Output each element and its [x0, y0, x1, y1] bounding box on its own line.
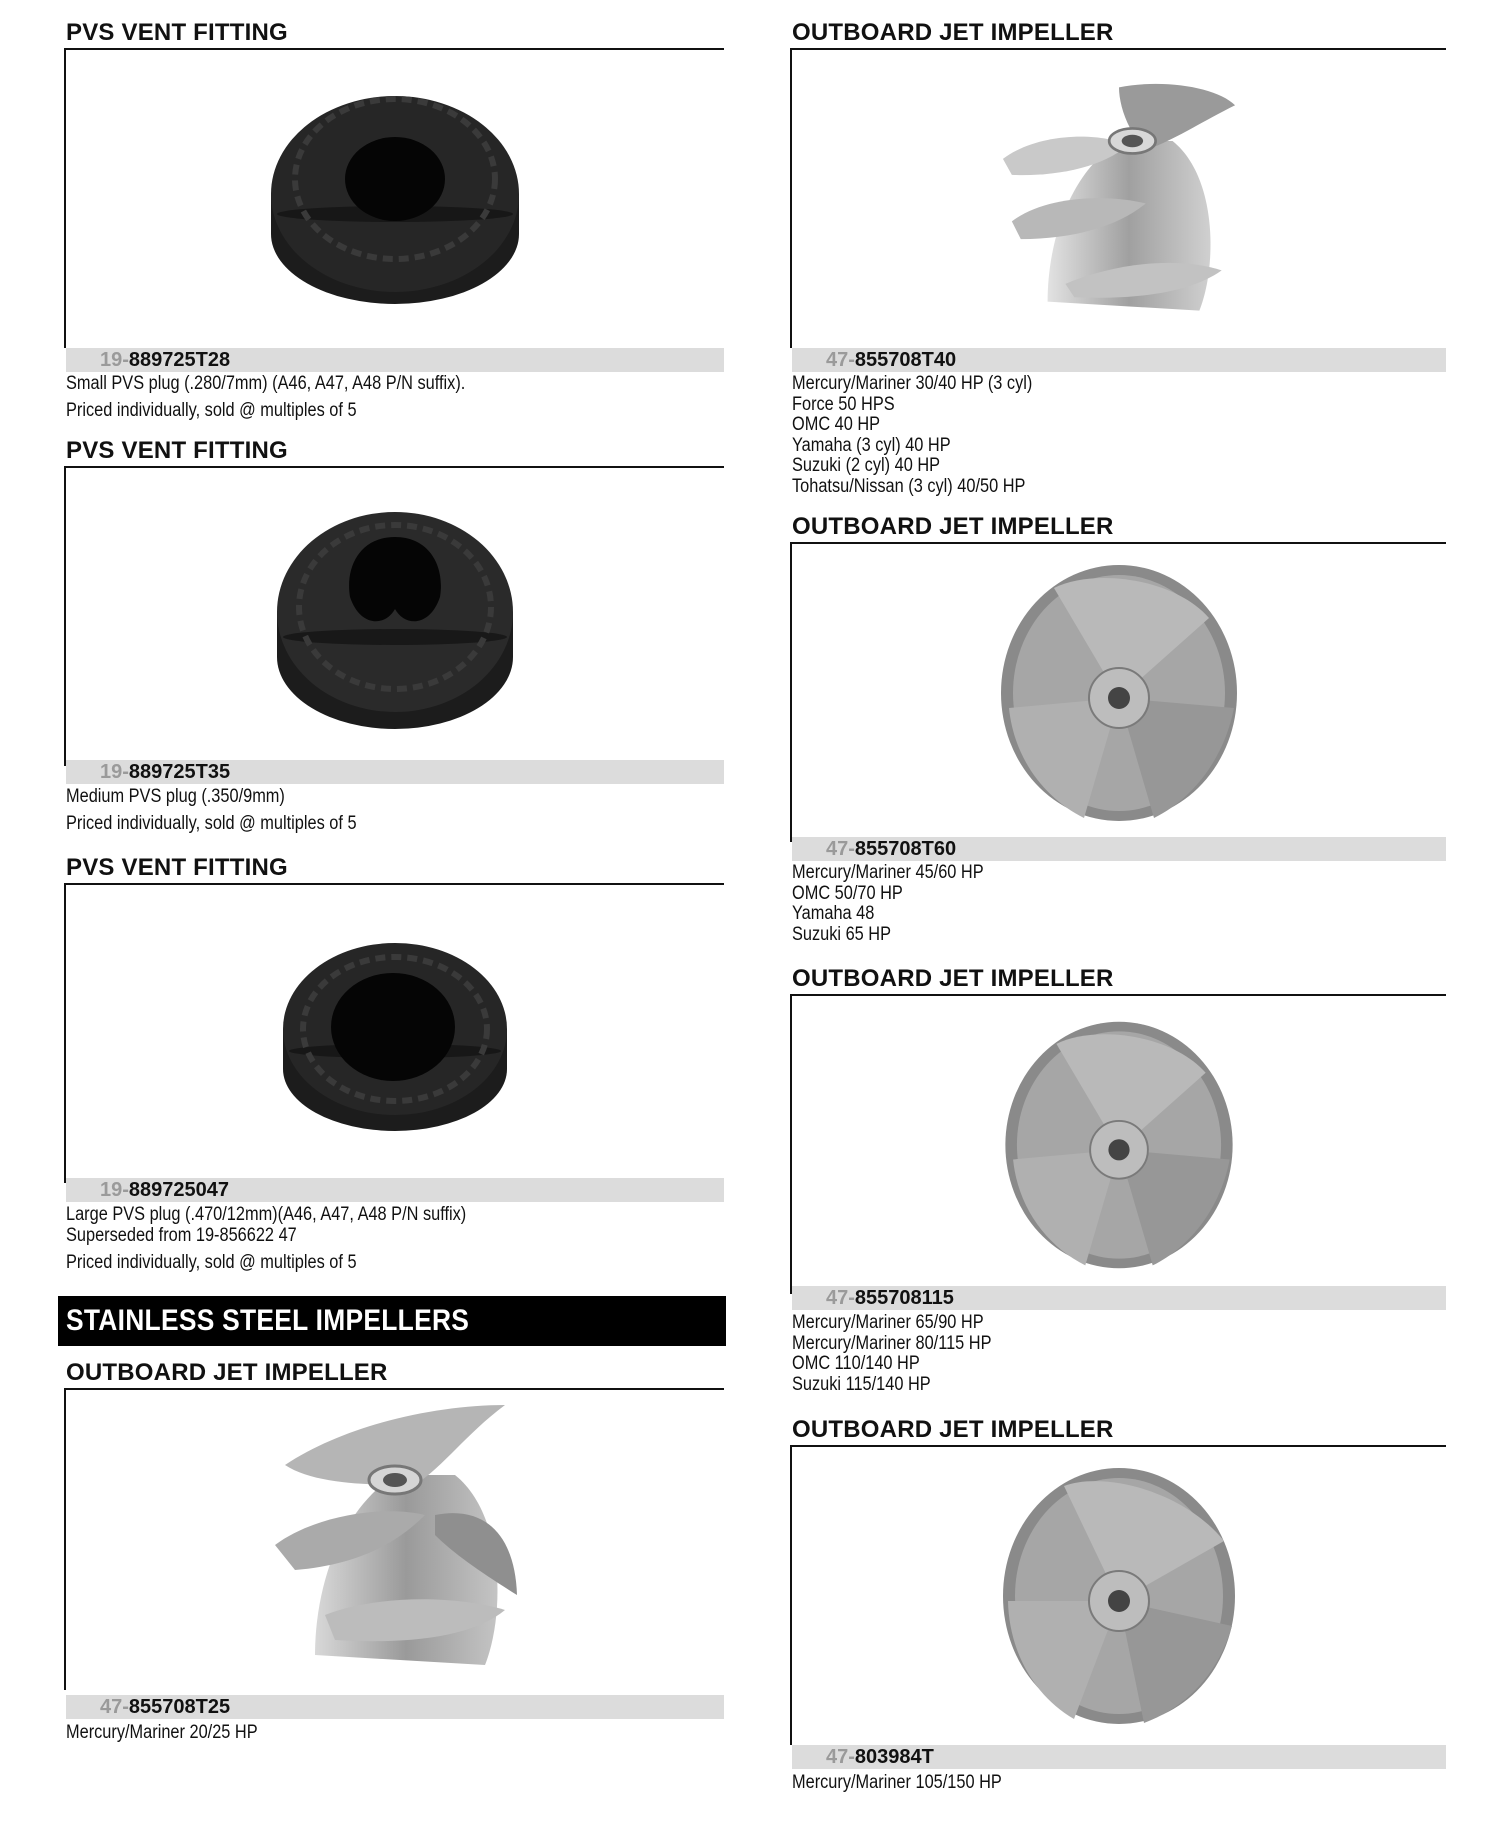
part-number: 855708T40: [854, 349, 957, 371]
jet-impeller-front-icon: [994, 1461, 1244, 1731]
part-number: 889725047: [128, 1179, 230, 1201]
part-number-bar: 47-855708T60: [792, 837, 1446, 861]
product-photo: [790, 994, 1446, 1294]
item-title: PVS VENT FITTING: [66, 854, 288, 881]
jet-impeller-icon: [994, 69, 1244, 329]
pvs-plug-medium-icon: [270, 497, 520, 737]
part-number: 855708T60: [854, 838, 957, 860]
catalog-item-impeller-t40: [790, 18, 1446, 498]
product-photo: [64, 883, 724, 1183]
part-number: 889725T28: [128, 349, 231, 371]
catalog-item-impeller-t60: [790, 512, 1446, 952]
product-photo: [64, 466, 724, 766]
product-photo: [790, 542, 1446, 842]
item-title: PVS VENT FITTING: [66, 437, 288, 464]
jet-impeller-front-icon: [994, 1015, 1244, 1275]
part-number-bar: 19-889725T35: [66, 760, 724, 784]
part-number: 803984T: [854, 1746, 934, 1768]
item-description: Large PVS plug (.470/12mm)(A46, A47, A48 P/N suffix) Superseded from 19-856622 47 Priced individually, sold @ multiples of 5: [66, 1204, 467, 1273]
jet-impeller-icon: [255, 1395, 535, 1685]
catalog-item-pvs-large: [64, 853, 724, 1273]
part-number: 855708T25: [128, 1696, 231, 1718]
item-description: Mercury/Mariner 20/25 HP: [66, 1722, 258, 1743]
part-number-bar: 19-889725T28: [66, 348, 724, 372]
item-title: OUTBOARD JET IMPELLER: [792, 1416, 1114, 1443]
catalog-item-pvs-small: [64, 18, 724, 421]
pvs-plug-large-icon: [275, 929, 515, 1139]
item-title: OUTBOARD JET IMPELLER: [792, 513, 1114, 540]
part-number-bar: 19-889725047: [66, 1178, 724, 1202]
product-photo: [790, 1445, 1446, 1745]
item-description: Small PVS plug (.280/7mm) (A46, A47, A48 P/N suffix). Priced individually, sold @ multiples of 5: [66, 373, 466, 421]
part-number-bar: 47-855708115: [792, 1286, 1446, 1310]
item-title: OUTBOARD JET IMPELLER: [792, 19, 1114, 46]
item-title: OUTBOARD JET IMPELLER: [792, 965, 1114, 992]
catalog-item-pvs-medium: [64, 436, 724, 836]
catalog-item-impeller-115: [790, 964, 1446, 1404]
item-title: PVS VENT FITTING: [66, 19, 288, 46]
item-description: Mercury/Mariner 65/90 HP Mercury/Mariner 80/115 HP OMC 110/140 HP Suzuki 115/140 HP: [792, 1312, 992, 1395]
part-number: 889725T35: [128, 761, 231, 783]
part-number-bar: 47-803984T: [792, 1745, 1446, 1769]
catalog-item-impeller-803984t: [790, 1415, 1446, 1815]
part-number-bar: 47-855708T40: [792, 348, 1446, 372]
product-photo: [790, 48, 1446, 348]
pvs-plug-small-icon: [265, 84, 525, 314]
section-banner: STAINLESS STEEL IMPELLERS: [58, 1296, 726, 1346]
part-number: 855708115: [854, 1287, 954, 1309]
item-description: Mercury/Mariner 30/40 HP (3 cyl) Force 50 HPS OMC 40 HP Yamaha (3 cyl) 40 HP Suzuki (2 cyl) 40 HP Tohatsu/Nissan (3 cyl) 40/50 HP: [792, 373, 1033, 497]
item-description: Medium PVS plug (.350/9mm) Priced individually, sold @ multiples of 5: [66, 786, 357, 834]
item-title: OUTBOARD JET IMPELLER: [66, 1359, 388, 1386]
part-number-bar: 47-855708T25: [66, 1695, 724, 1719]
product-photo: [64, 48, 724, 348]
item-description: Mercury/Mariner 105/150 HP: [792, 1772, 1002, 1793]
product-photo: [64, 1388, 724, 1690]
item-description: Mercury/Mariner 45/60 HP OMC 50/70 HP Yamaha 48 Suzuki 65 HP: [792, 862, 984, 945]
jet-impeller-front-icon: [994, 558, 1244, 828]
catalog-item-impeller-t25: [64, 1358, 724, 1758]
